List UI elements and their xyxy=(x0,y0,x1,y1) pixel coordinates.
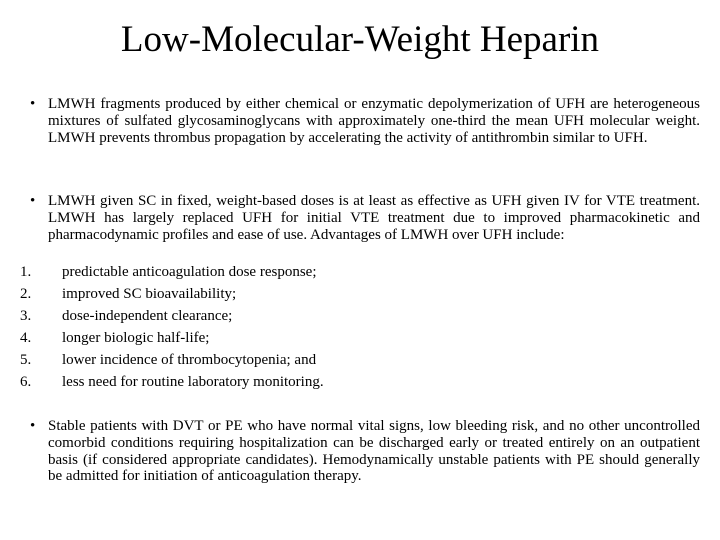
list-number: 1. xyxy=(20,264,32,280)
list-item: lower incidence of thrombocytopenia; and xyxy=(62,352,317,368)
list-number: 5. xyxy=(20,352,32,368)
list-item: improved SC bioavailability; xyxy=(62,286,237,302)
bullet-marker: • xyxy=(30,193,36,209)
bullet-marker: • xyxy=(30,96,36,112)
bullet-marker: • xyxy=(30,418,36,434)
list-item: predictable anticoagulation dose response; xyxy=(62,264,317,280)
list-number: 2. xyxy=(20,286,32,302)
list-number: 6. xyxy=(20,374,32,390)
paragraph-lmwh-advantages-intro: LMWH given SC in fixed, weight-based doses is at least as effective as UFH given IV for VTE treatment. LMWH has largely replaced UFH for initial VTE treatment due to improved pharmacokinetic and pharmacodynamic profiles and ease of use. Advantages of LMWH over UFH include: xyxy=(48,193,700,243)
paragraph-outpatient-treatment: Stable patients with DVT or PE who have normal vital signs, low bleeding risk, and no other uncontrolled comorbid conditions requiring hospitalization can be discharged early or treated entirely on an outpatient basis (if considered appropriate candidates). Hemodynamically unstable patients with PE should generally be admitted for initiation of anticoagulation therapy. xyxy=(48,418,700,485)
list-item: longer biologic half-life; xyxy=(62,330,210,346)
list-number: 3. xyxy=(20,308,32,324)
slide-title: Low-Molecular-Weight Heparin xyxy=(120,19,600,60)
list-item: dose-independent clearance; xyxy=(62,308,233,324)
paragraph-lmwh-fragments: LMWH fragments produced by either chemical or enzymatic depolymerization of UFH are heterogeneous mixtures of sulfated glycosaminoglycans with approximately one-third the mean UFH molecular weight. LMWH prevents thrombus propagation by accelerating the activity of antithrombin similar to UFH. xyxy=(48,96,700,146)
list-item: less need for routine laboratory monitoring. xyxy=(62,374,324,390)
list-number: 4. xyxy=(20,330,32,346)
